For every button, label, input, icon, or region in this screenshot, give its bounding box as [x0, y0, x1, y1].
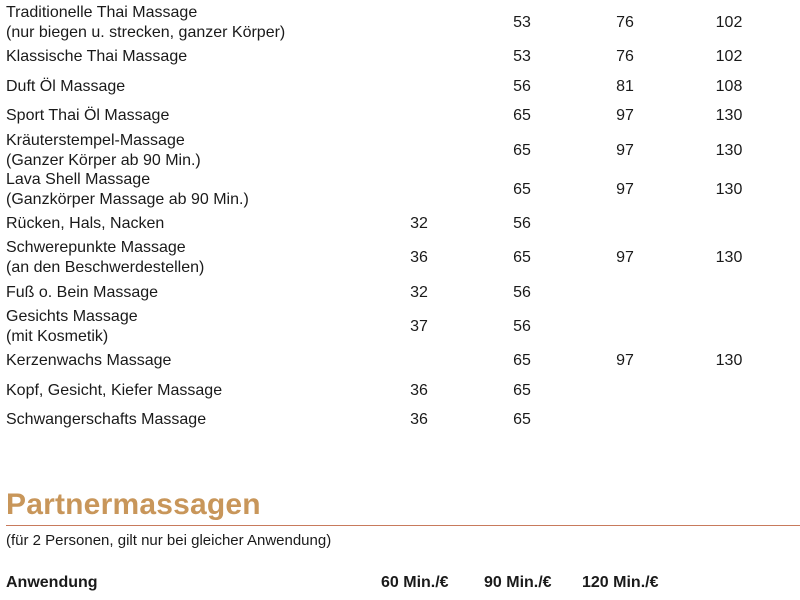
price-120: 130 [715, 181, 743, 198]
price-60: 65 [513, 382, 531, 399]
price-120: 108 [715, 78, 743, 95]
treatment-title: Kräuterstempel-Massage [6, 132, 185, 149]
treatment-name [6, 131, 396, 171]
table-row [6, 280, 800, 306]
price-60: 65 [513, 249, 531, 266]
price-90: 81 [616, 78, 634, 95]
price-90: 97 [616, 249, 634, 266]
table-row [6, 167, 800, 211]
price-120: 102 [715, 48, 743, 65]
treatment-title: Lava Shell Massage [6, 171, 151, 188]
table-row [6, 0, 800, 44]
table-row [6, 44, 800, 70]
header-90-min: 90 Min./€ [484, 574, 552, 591]
treatment-title: Klassische Thai Massage [6, 48, 188, 65]
section-divider [6, 525, 800, 526]
treatment-name [6, 283, 396, 303]
price-30: 36 [410, 411, 428, 428]
treatment-name [6, 351, 396, 371]
price-60: 65 [513, 411, 531, 428]
price-120: 130 [715, 249, 743, 266]
price-120: 102 [715, 14, 743, 31]
price-30: 32 [410, 284, 428, 301]
section-title: Partnermassagen [6, 488, 261, 521]
table-row [6, 378, 800, 404]
treatment-name [6, 307, 396, 347]
price-90: 76 [616, 14, 634, 31]
treatment-name [6, 3, 396, 43]
price-30: 37 [410, 318, 428, 335]
price-90: 97 [616, 142, 634, 159]
treatment-note: (mit Kosmetik) [6, 328, 109, 345]
table-row [6, 407, 800, 433]
header-60-min: 60 Min./€ [381, 574, 449, 591]
table-header [6, 573, 800, 593]
treatment-note: (an den Beschwerdestellen) [6, 259, 205, 276]
treatment-note: (Ganzkörper Massage ab 90 Min.) [6, 191, 249, 208]
price-60: 53 [513, 48, 531, 65]
treatment-title: Schwangerschafts Massage [6, 411, 207, 428]
treatment-title: Kerzenwachs Massage [6, 352, 172, 369]
price-60: 56 [513, 215, 531, 232]
treatment-name [6, 381, 396, 401]
table-row [6, 348, 800, 374]
treatment-name [6, 238, 396, 278]
treatment-name [6, 410, 396, 430]
price-60: 56 [513, 78, 531, 95]
price-120: 130 [715, 352, 743, 369]
price-60: 65 [513, 352, 531, 369]
price-60: 65 [513, 142, 531, 159]
treatment-name [6, 106, 396, 126]
table-row [6, 235, 800, 279]
treatment-title: Duft Öl Massage [6, 78, 126, 95]
header-treatment: Anwendung [6, 574, 98, 591]
treatment-title: Sport Thai Öl Massage [6, 107, 170, 124]
treatment-title: Kopf, Gesicht, Kiefer Massage [6, 382, 223, 399]
treatment-note: (nur biegen u. strecken, ganzer Körper) [6, 24, 286, 41]
price-30: 36 [410, 382, 428, 399]
treatment-title: Rücken, Hals, Nacken [6, 215, 165, 232]
treatment-name [6, 47, 396, 67]
price-120: 130 [715, 142, 743, 159]
treatment-note: (Ganzer Körper ab 90 Min.) [6, 152, 201, 169]
price-60: 65 [513, 107, 531, 124]
price-60: 53 [513, 14, 531, 31]
price-30: 36 [410, 249, 428, 266]
price-90: 97 [616, 181, 634, 198]
treatment-title: Gesichts Massage [6, 308, 138, 325]
treatment-title: Fuß o. Bein Massage [6, 284, 159, 301]
price-120: 130 [715, 107, 743, 124]
treatment-title: Schwerepunkte Massage [6, 239, 186, 256]
treatment-name [6, 214, 396, 234]
price-60: 56 [513, 318, 531, 335]
price-90: 76 [616, 48, 634, 65]
table-row [6, 103, 800, 129]
table-row [6, 304, 800, 348]
treatment-title: Traditionelle Thai Massage [6, 4, 198, 21]
section-note: (für 2 Personen, gilt nur bei gleicher Anwendung) [6, 532, 332, 549]
table-row [6, 128, 800, 172]
table-row [6, 74, 800, 100]
price-30: 32 [410, 215, 428, 232]
price-90: 97 [616, 352, 634, 369]
price-60: 65 [513, 181, 531, 198]
price-60: 56 [513, 284, 531, 301]
treatment-name [6, 77, 396, 97]
header-120-min: 120 Min./€ [582, 574, 659, 591]
treatment-name [6, 170, 396, 210]
table-row [6, 211, 800, 237]
price-90: 97 [616, 107, 634, 124]
